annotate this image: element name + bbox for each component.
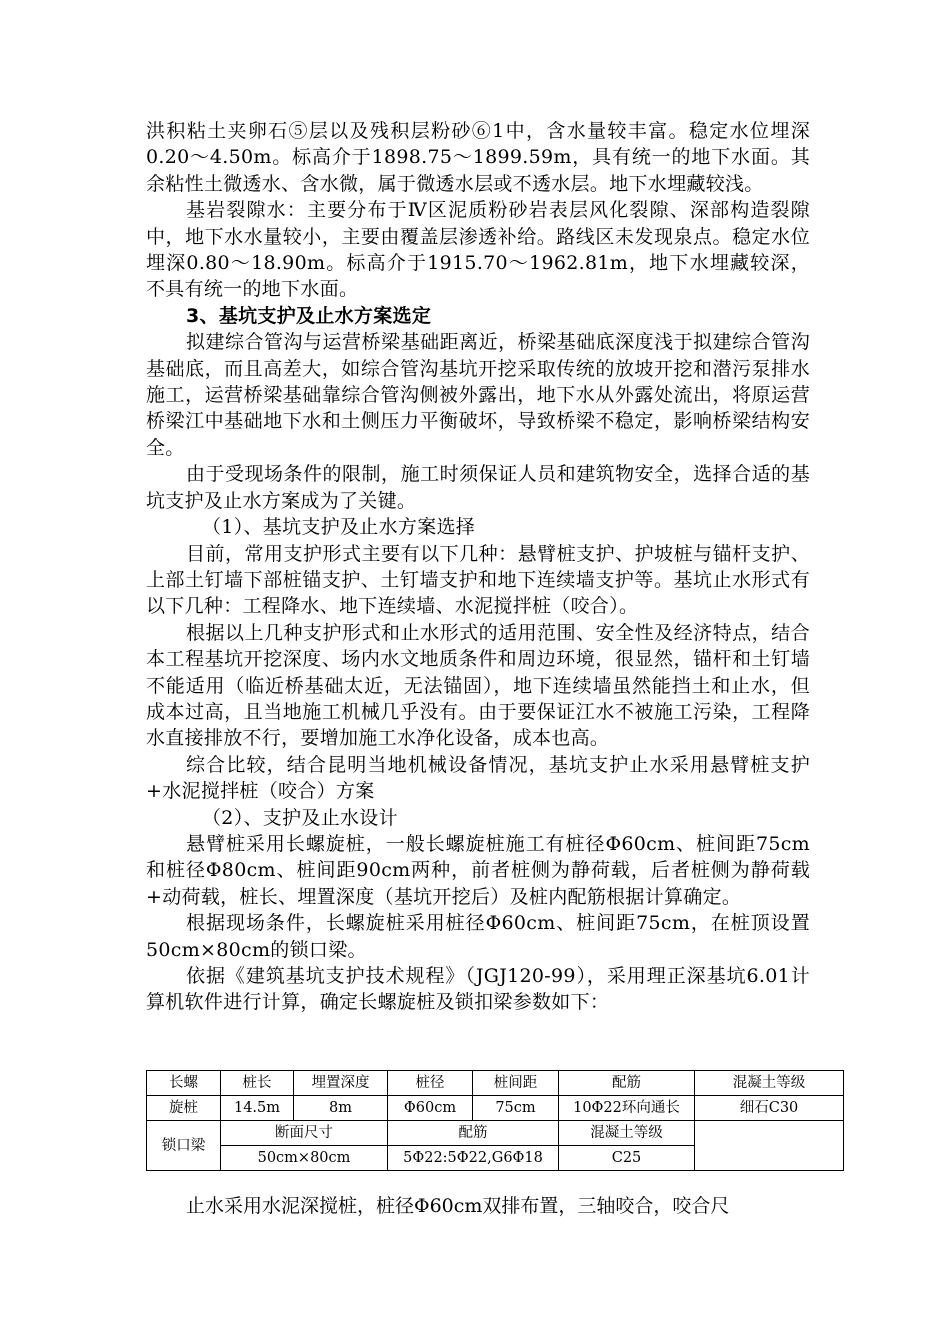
paragraph-background: 拟建综合管沟与运营桥梁基础距离近，桥梁基础底深度浅于拟建综合管沟基础底，而且高差大，如综合管沟基坑开挖采取传统的放坡开挖和潜污泵排水施工，运营桥梁基础靠综合管沟侧被外露出，地下水从外露处流出，将原运营桥梁江中基础地下水和土侧压力平衡破坏，导致桥梁不稳定，影响桥梁结构安全。 [146,331,810,459]
paragraph-waterproofing: 止水采用水泥深搅桩，桩径Φ60cm双排布置，三轴咬合，咬合尺 [186,1195,730,1217]
paragraph-groundwater-pore: 洪积粘土夹卵石⑤层以及残积层粉砂⑥1中，含水量较丰富。稳定水位埋深0.20～4.50m。标高介于1898.75～1899.59m，具有统一的地下水面。其余粘性土微透水、含水微，属于微透水层或不透水层。地下水埋藏较浅。 [146,120,810,195]
paragraph-bedrock-water: 基岩裂隙水：主要分布于Ⅳ区泥质粉砂岩表层风化裂隙、深部构造裂隙中，地下水水量较小，主要由覆盖层渗透补给。路线区未发现泉点。稳定水位埋深0.80～18.90m。标高介于1915.70～1962.81m，地下水埋藏较深，不具有统一的地下水面。 [146,199,810,301]
subheading-1: （1）、基坑支护及止水方案选择 [202,516,476,539]
table-header-cell: 断面尺寸 [221,1121,388,1146]
table-header-cell: 混凝土等级 [695,1071,844,1096]
table-cell: C25 [559,1146,695,1171]
table-cell: 8m [294,1096,388,1121]
table-cell: 14.5m [221,1096,294,1121]
table-header-cell: 埋置深度 [294,1071,388,1096]
subheading-2: （2）、支护及止水设计 [202,806,398,829]
table-header-cell: 混凝土等级 [559,1121,695,1146]
parameter-table [146,1070,844,1171]
paragraph-constraints: 由于受现场条件的限制，施工时须保证人员和建筑物安全，选择合适的基坑支护及止水方案成为了关键。 [146,463,810,512]
table-header-cell: 配筋 [559,1071,695,1096]
paragraph-calculation: 依据《建筑基坑支护技术规程》（JGJ120-99），采用理正深基坑6.01计算机软件进行计算，确定长螺旋桩及锁扣梁参数如下： [146,965,810,1014]
table-header-cell: 桩径 [388,1071,473,1096]
paragraph-conclusion: 综合比较，结合昆明当地机械设备情况，基坑支护止水采用悬臂桩支护+水泥搅拌桩（咬合）方案 [146,753,810,803]
table-header-cell: 配筋 [388,1121,559,1146]
paragraph-analysis: 根据以上几种支护形式和止水形式的适用范围、安全性及经济特点，结合本工程基坑开挖深度、场内水文地质条件和周边环境，很显然，锚杆和土钉墙不能适用（临近桥基础太近，无法锚固），地下连续墙虽然能挡土和止水，但成本过高，且当地施工机械几乎没有。由于要保证江水不被施工污染，工程降水直接排放不行，要增加施工水净化设备，成本也高。 [146,621,810,750]
paragraph-pile-selection: 根据现场条件，长螺旋桩采用桩径Φ60cm、桩间距75cm，在桩顶设置50cm×80cm的锁口梁。 [146,912,810,961]
beam-label: 锁口梁 [147,1121,221,1171]
empty-cell [695,1121,844,1171]
table-cell: 10Φ22环向通长 [559,1096,695,1121]
table-cell: 5Φ22:5Φ22,G6Φ18 [388,1146,559,1171]
section-heading-3: 3、基坑支护及止水方案选定 [186,304,432,327]
table-row [147,1071,844,1096]
table-header-cell: 桩长 [221,1071,294,1096]
table-cell: 细石C30 [695,1096,844,1121]
table-cell: Φ60cm [388,1096,473,1121]
table-row [147,1096,844,1121]
paragraph-support-forms: 目前，常用支护形式主要有以下几种：悬臂桩支护、护坡桩与锚杆支护、上部土钉墙下部桩锚支护、土钉墙支护和地下连续墙支护等。基坑止水形式有以下几种：工程降水、地下连续墙、水泥搅拌桩（咬合）。 [146,542,810,618]
table-row [147,1121,844,1146]
table-cell: 50cm×80cm [221,1146,388,1171]
table-cell: 75cm [473,1096,559,1121]
table-header-cell: 桩间距 [473,1071,559,1096]
pile-label-top: 长螺 [147,1071,221,1096]
paragraph-pile-design: 悬臂桩采用长螺旋桩，一般长螺旋桩施工有桩径Φ60cm、桩间距75cm和桩径Φ80cm、桩间距90cm两种，前者桩侧为静荷载，后者桩侧为静荷载+动荷载，桩长、埋置深度（基坑开挖后）及桩内配筋根据计算确定。 [146,832,810,908]
body-text [146,118,810,1016]
pile-label-bottom: 旋桩 [147,1096,221,1121]
